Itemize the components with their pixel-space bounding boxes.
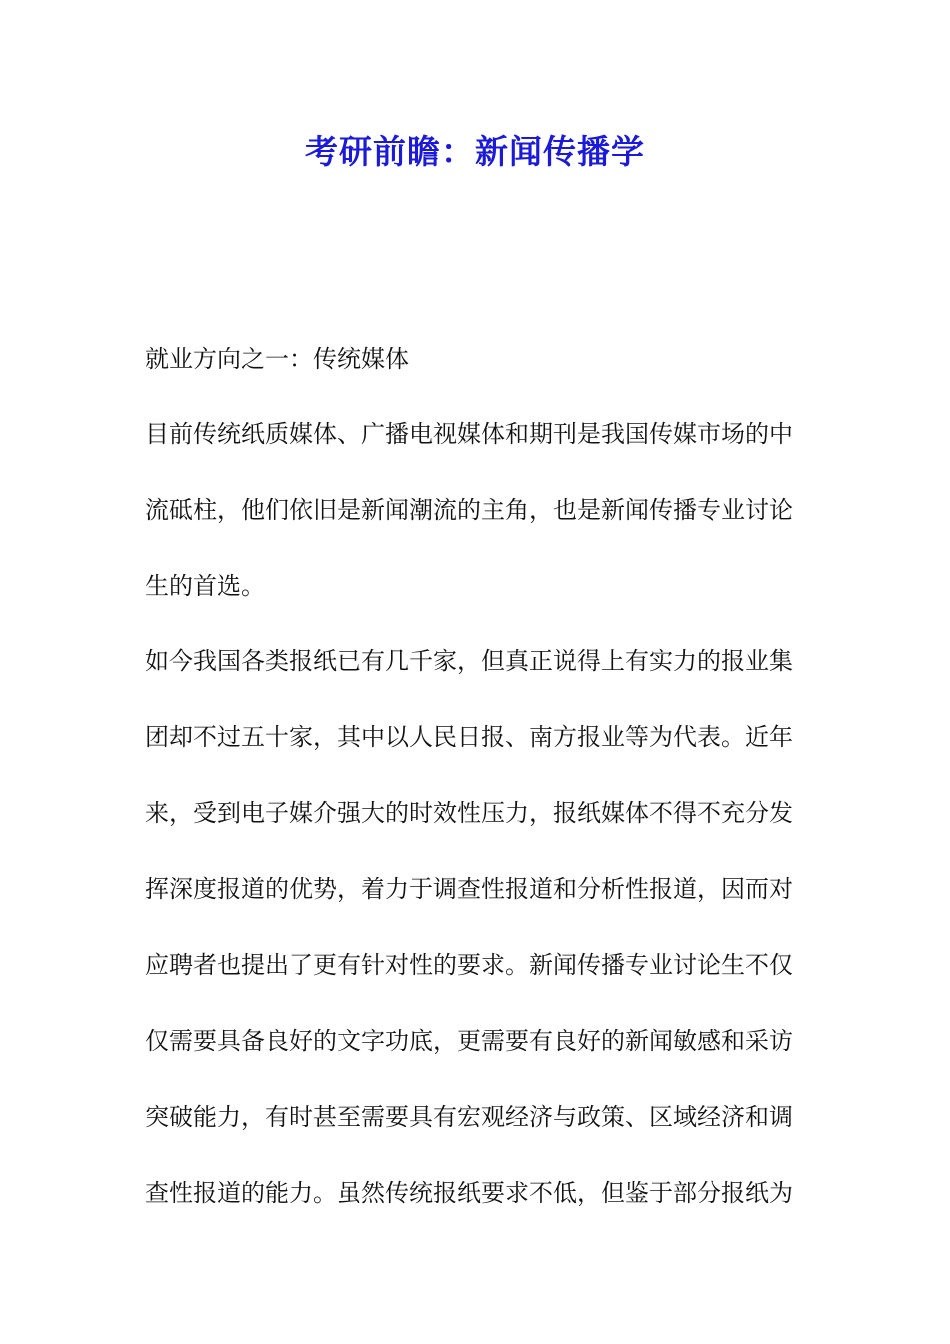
paragraph-line: 团却不过五十家，其中以人民日报、南方报业等为代表。近年 [145,723,793,751]
paragraph-line: 挥深度报道的优势，着力于调查性报道和分析性报道，因而对 [145,875,793,903]
document-body [145,341,815,1250]
paragraph-line: 来，受到电子媒介强大的时效性压力，报纸媒体不得不充分发 [145,799,793,827]
section-heading: 就业方向之一：传统媒体 [145,345,409,373]
paragraph-line: 查性报道的能力。虽然传统报纸要求不低，但鉴于部分报纸为 [145,1179,793,1207]
paragraph-line: 生的首选。 [145,572,265,600]
paragraph-1 [145,416,815,605]
paragraph-line: 仅需要具备良好的文字功底，更需要有良好的新闻敏感和采访 [145,1027,793,1055]
paragraph-line: 应聘者也提出了更有针对性的要求。新闻传播专业讨论生不仅 [145,951,793,979]
document-title: 考研前瞻：新闻传播学 [305,132,645,171]
paragraph-line: 目前传统纸质媒体、广播电视媒体和期刊是我国传媒市场的中 [145,420,793,448]
paragraph-line: 如今我国各类报纸已有几千家，但真正说得上有实力的报业集 [145,647,793,675]
paragraph-line: 突破能力，有时甚至需要具有宏观经济与政策、区域经济和调 [145,1103,793,1131]
paragraph-line: 流砥柱，他们依旧是新闻潮流的主角，也是新闻传播专业讨论 [145,496,793,524]
paragraph-2 [145,643,815,1212]
